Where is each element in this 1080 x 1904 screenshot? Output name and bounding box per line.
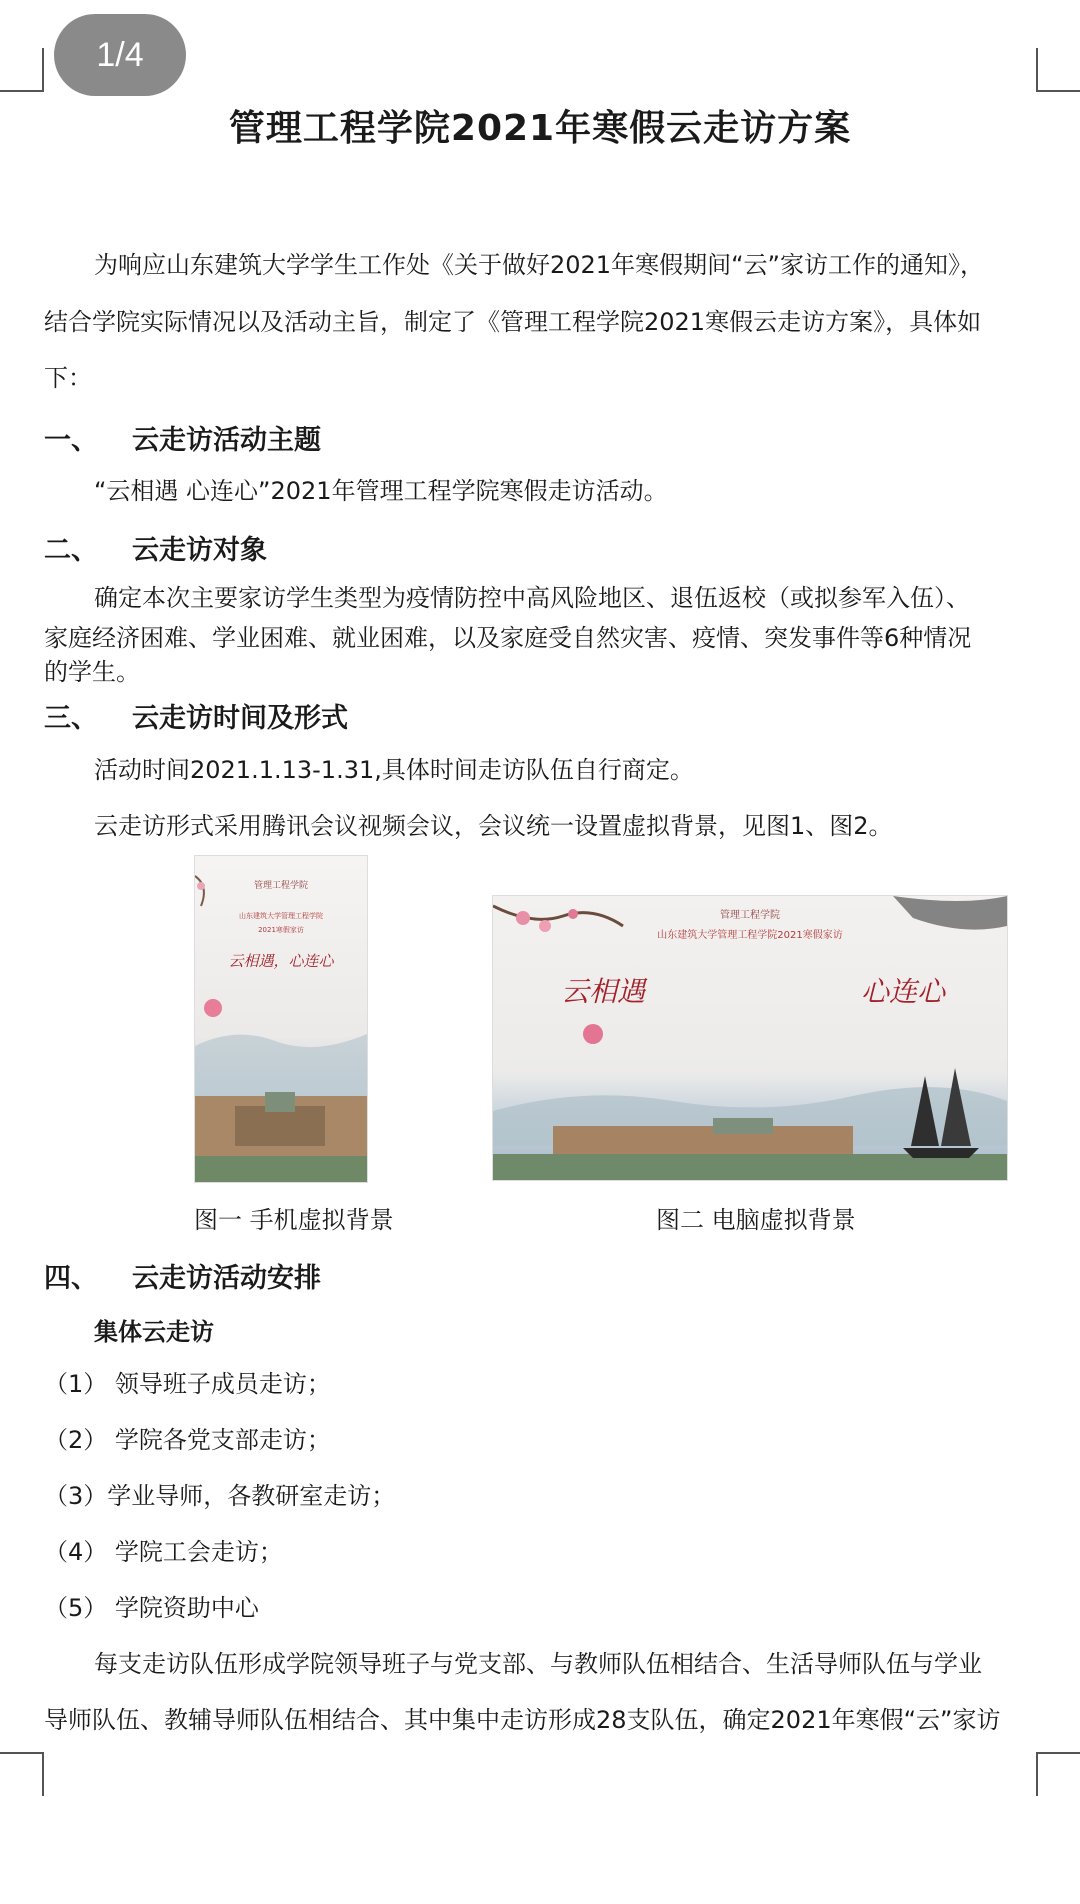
campus-building <box>553 1126 853 1156</box>
list-item-3: （3）学业导师，各教研室走访； <box>44 1482 396 1510</box>
fig2-subtitle: 山东建筑大学管理工程学院2021寒假家访 <box>657 930 843 941</box>
section4-subheading: 集体云走访 <box>94 1318 214 1346</box>
section-heading-3 <box>44 696 348 735</box>
intro-line-2: 结合学院实际情况以及活动主旨，制定了《管理工程学院2021寒假云走访方案》，具体如 <box>44 308 982 336</box>
fig2-school: 管理工程学院 <box>720 910 780 921</box>
fig1-subtitle: 山东建筑大学管理工程学院 <box>239 912 323 920</box>
section1-text: “云相遇 心连心”2021年管理工程学院寒假走访活动。 <box>94 477 668 505</box>
section-heading-1 <box>44 418 321 457</box>
section-heading-4 <box>44 1256 321 1295</box>
section2-line-1: 确定本次主要家访学生类型为疫情防控中高风险地区、退伍返校（或拟参军入伍）、 <box>94 584 970 612</box>
section-title: 云走访对象 <box>132 535 267 566</box>
crop-mark-bottom-left <box>0 1752 44 1796</box>
crop-mark-top-right <box>1036 48 1080 92</box>
mountain-shape <box>195 1034 367 1096</box>
plum-blossom <box>583 1024 603 1044</box>
fig2-slogan-right: 心连心 <box>860 975 946 1008</box>
closing-line-2: 导师队伍、教辅导师队伍相结合、其中集中走访形成28支队伍，确定2021年寒假“云”家访 <box>44 1706 1001 1734</box>
intro-line-3: 下： <box>44 364 92 392</box>
section-number: 二、 <box>44 535 98 566</box>
computer-background-image <box>493 896 1007 1180</box>
section2-line-2: 家庭经济困难、学业困难、就业困难，以及家庭受自然灾害、疫情、突发事件等6种情况 <box>44 624 972 652</box>
list-item-2: （2） 学院各党支部走访； <box>44 1426 331 1454</box>
intro-line-1: 为响应山东建筑大学学生工作处《关于做好2021年寒假期间“云”家访工作的通知》， <box>94 251 984 279</box>
plum-blossom <box>204 999 222 1017</box>
section2-line-3: 的学生。 <box>44 658 140 686</box>
fig1-subtitle2: 2021寒假家访 <box>258 926 304 934</box>
list-item-1: （1） 领导班子成员走访； <box>44 1370 331 1398</box>
fig1-slogan: 云相遇，心连心 <box>228 952 334 970</box>
section-number: 三、 <box>44 703 98 734</box>
section-number: 四、 <box>44 1263 98 1294</box>
closing-line-1: 每支走访队伍形成学院领导班子与党支部、与教师队伍相结合、生活导师队伍与学业 <box>94 1650 982 1678</box>
section3-line-2: 云走访形式采用腾讯会议视频会议，会议统一设置虚拟背景，见图1、图2。 <box>94 812 893 840</box>
section-title: 云走访活动主题 <box>132 425 321 456</box>
figure-phone-background <box>194 855 368 1183</box>
crop-mark-top-left <box>0 48 44 92</box>
figure1-caption: 图一 手机虚拟背景 <box>194 1206 394 1234</box>
section-title: 云走访时间及形式 <box>132 703 348 734</box>
fig2-slogan-left: 云相遇 <box>560 975 646 1008</box>
figure2-caption: 图二 电脑虚拟背景 <box>656 1206 856 1234</box>
section-title: 云走访活动安排 <box>132 1263 321 1294</box>
section-number: 一、 <box>44 425 98 456</box>
list-item-5: （5） 学院资助中心 <box>44 1594 259 1622</box>
phone-background-image <box>195 856 367 1182</box>
page-indicator: 1/4 <box>54 14 186 96</box>
section3-line-1: 活动时间2021.1.13-1.31,具体时间走访队伍自行商定。 <box>94 756 694 784</box>
list-item-4: （4） 学院工会走访； <box>44 1538 283 1566</box>
crop-mark-bottom-right <box>1036 1752 1080 1796</box>
fig1-school: 管理工程学院 <box>253 881 309 891</box>
figure-computer-background <box>492 895 1008 1181</box>
section-heading-2 <box>44 528 267 567</box>
document-title: 管理工程学院2021年寒假云走访方案 <box>228 108 852 149</box>
